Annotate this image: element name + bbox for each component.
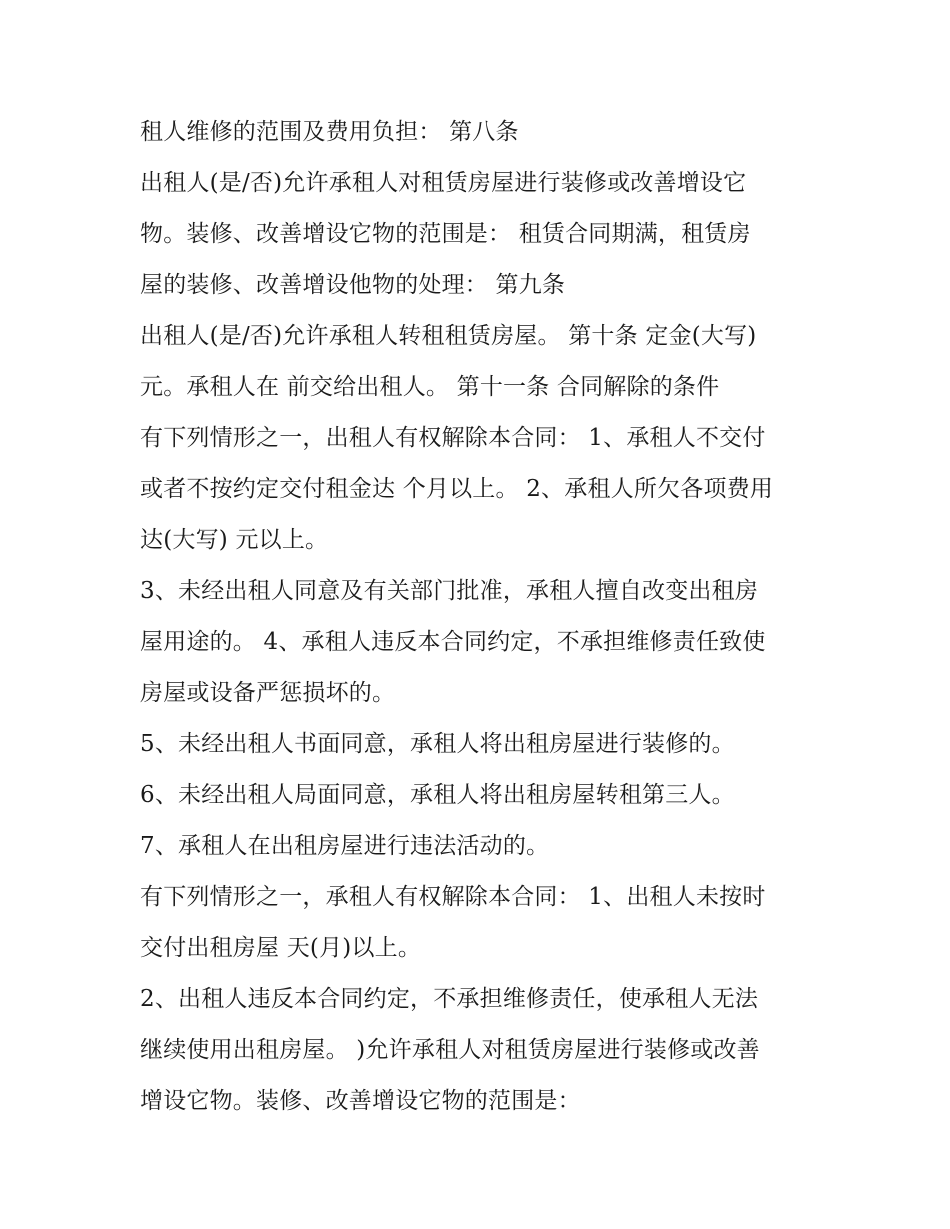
text-line: 屋的装修、改善增设他物的处理： 第九条 — [140, 272, 566, 298]
text-line: 屋用途的。 4、承租人违反本合同约定，不承担维修责任致使 — [140, 629, 766, 655]
text-line: 6、未经出租人局面同意，承租人将出租房屋转租第三人。 — [140, 782, 735, 808]
text-line: 有下列情形之一，承租人有权解除本合同： 1、出租人未按时 — [140, 884, 766, 910]
text-line: 元。承租人在 前交给出租人。 第十一条 合同解除的条件 — [140, 374, 720, 400]
text-line: 3、未经出租人同意及有关部门批准，承租人擅自改变出租房 — [140, 578, 759, 604]
text-line: 继续使用出租房屋。 )允许承租人对租赁房屋进行装修或改善 — [140, 1037, 760, 1063]
text-line: 2、出租人违反本合同约定，不承担维修责任，使承租人无法 — [140, 986, 759, 1012]
text-line: 或者不按约定交付租金达 个月以上。 2、承租人所欠各项费用 — [140, 476, 774, 502]
text-line: 物。装修、改善增设它物的范围是： 租赁合同期满，租赁房 — [140, 221, 751, 247]
text-line: 租人维修的范围及费用负担： 第八条 — [140, 119, 519, 145]
text-line: 达(大写) 元以上。 — [140, 527, 329, 553]
text-line: 房屋或设备严惩损坏的。 — [140, 680, 396, 706]
text-line: 交付出租房屋 天(月)以上。 — [140, 935, 422, 961]
text-line: 出租人(是/否)允许承租人转租租赁房屋。 第十条 定金(大写) — [140, 323, 757, 349]
text-line: 7、承租人在出租房屋进行违法活动的。 — [140, 833, 550, 859]
text-line: 出租人(是/否)允许承租人对租赁房屋进行装修或改善增设它 — [140, 170, 747, 196]
text-line: 有下列情形之一，出租人有权解除本合同： 1、承租人不交付 — [140, 425, 766, 451]
document-body — [140, 107, 820, 1127]
text-line: 增设它物。装修、改善增设它物的范围是： — [140, 1088, 581, 1114]
text-line: 5、未经出租人书面同意，承租人将出租房屋进行装修的。 — [140, 731, 735, 757]
